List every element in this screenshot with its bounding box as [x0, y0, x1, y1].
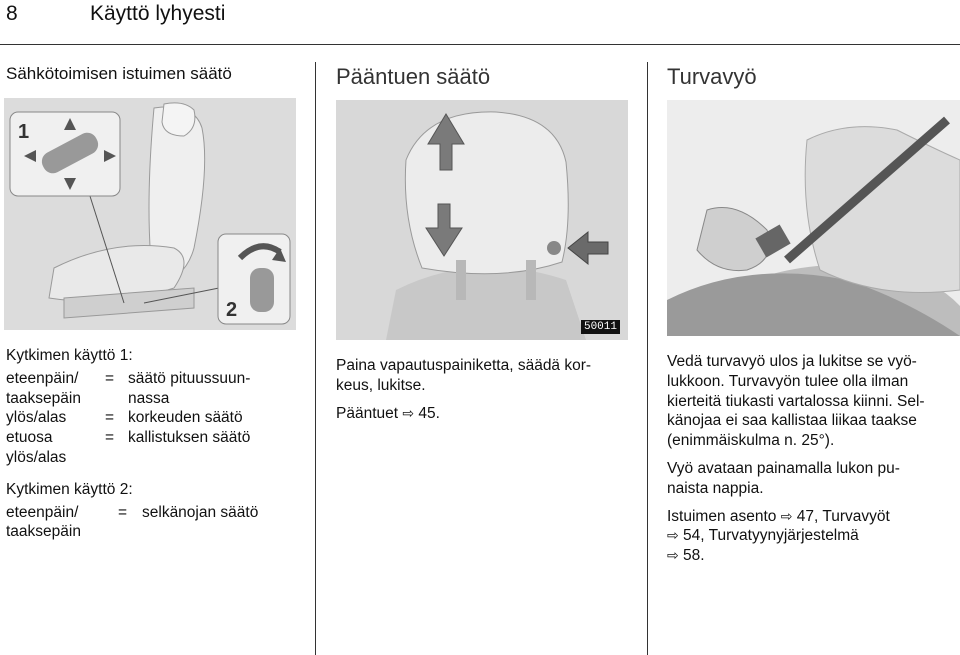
- cross-reference-text: Istuimen asento: [667, 507, 781, 525]
- definition-term: ylös/alas: [6, 448, 67, 466]
- paragraph-line: kierteitä tiukasti vartalossa kiinni. Sel-: [667, 392, 925, 410]
- definition-term: taaksepäin: [6, 523, 81, 541]
- definition-value: korkeuden säätö: [128, 409, 243, 427]
- definition-equals: =: [105, 369, 115, 387]
- definition-row: [6, 428, 306, 448]
- switch1-intro: Kytkimen käyttö: [6, 347, 120, 364]
- column-divider: [647, 62, 648, 655]
- reference-arrow-icon: ⇨: [780, 507, 793, 524]
- definition-value: kallistuksen säätö: [128, 429, 251, 447]
- cross-reference-page[interactable]: 58.: [683, 547, 705, 565]
- definition-term: ylös/alas: [6, 409, 67, 427]
- paragraph-line: Vyö avataan painamalla lukon pu-: [667, 459, 900, 477]
- definition-value: selkänojan säätö: [142, 503, 259, 521]
- definition-row: [6, 369, 306, 389]
- figure-label-1: 1: [18, 121, 30, 143]
- header-rule: [0, 44, 960, 45]
- seatbelt-figure: [667, 100, 960, 336]
- cross-reference-page[interactable]: 54, Turvatyynyjärjestelmä: [683, 527, 859, 545]
- figure-code: 50011: [581, 320, 620, 334]
- page-header: [0, 0, 960, 46]
- seat-adjust-figure: [4, 98, 296, 330]
- definition-value: nassa: [128, 389, 170, 407]
- column-divider: [315, 62, 316, 655]
- definition-value: säätö pituussuun-: [128, 369, 251, 387]
- definition-equals: =: [118, 503, 128, 521]
- reference-arrow-icon: ⇨: [667, 547, 679, 564]
- definition-term: eteenpäin/: [6, 503, 79, 521]
- seat-description: [6, 346, 306, 542]
- switch1-number: 1: [119, 347, 129, 364]
- switch1-colon: :: [128, 347, 133, 364]
- definition-equals: =: [105, 429, 115, 447]
- page-number: 8: [6, 2, 18, 25]
- switch2-intro: Kytkimen käyttö: [6, 480, 120, 498]
- section-heading-seat: Sähkötoimisen istuimen säätö: [6, 64, 232, 83]
- seatbelt-description: [667, 352, 957, 574]
- definition-row: [6, 408, 306, 428]
- definition-row: [6, 503, 306, 523]
- definition-row: [6, 522, 306, 542]
- paragraph-line: (enimmäiskulma n. 25°).: [667, 432, 835, 450]
- reference-arrow-icon: ⇨: [402, 404, 415, 421]
- definition-term: eteenpäin/: [6, 369, 79, 387]
- switch2-number: 2: [119, 480, 129, 498]
- section-heading-seatbelt: Turvavyö: [667, 64, 757, 89]
- paragraph-line: känojaa ei saa kallistaa liikaa taakse: [667, 412, 917, 430]
- definition-term: taaksepäin: [6, 389, 81, 407]
- paragraph-line: keus, lukitse.: [336, 376, 426, 394]
- definition-row: [6, 448, 306, 468]
- cross-reference-page[interactable]: 45.: [418, 404, 440, 422]
- reference-arrow-icon: ⇨: [667, 527, 679, 544]
- definition-equals: =: [105, 409, 115, 427]
- section-heading-headrest: Pääntuen säätö: [336, 64, 491, 89]
- definition-term: etuosa: [6, 429, 53, 447]
- cross-reference-text: Pääntuet: [336, 404, 403, 422]
- paragraph-line: naista nappia.: [667, 479, 764, 497]
- switch2-colon: :: [128, 480, 133, 498]
- paragraph-line: Vedä turvavyö ulos ja lukitse se vyö-: [667, 353, 917, 370]
- page-title: Käyttö lyhyesti: [90, 2, 226, 25]
- headrest-description: [336, 356, 636, 431]
- figure-label-2: 2: [226, 299, 238, 321]
- cross-reference-page[interactable]: 47, Turvavyöt: [796, 507, 890, 525]
- definition-row: [6, 389, 306, 409]
- paragraph-line: lukkoon. Turvavyön tulee olla ilman: [667, 372, 909, 390]
- headrest-figure: [336, 100, 628, 340]
- paragraph-line: Paina vapautuspainiketta, säädä kor-: [336, 357, 592, 374]
